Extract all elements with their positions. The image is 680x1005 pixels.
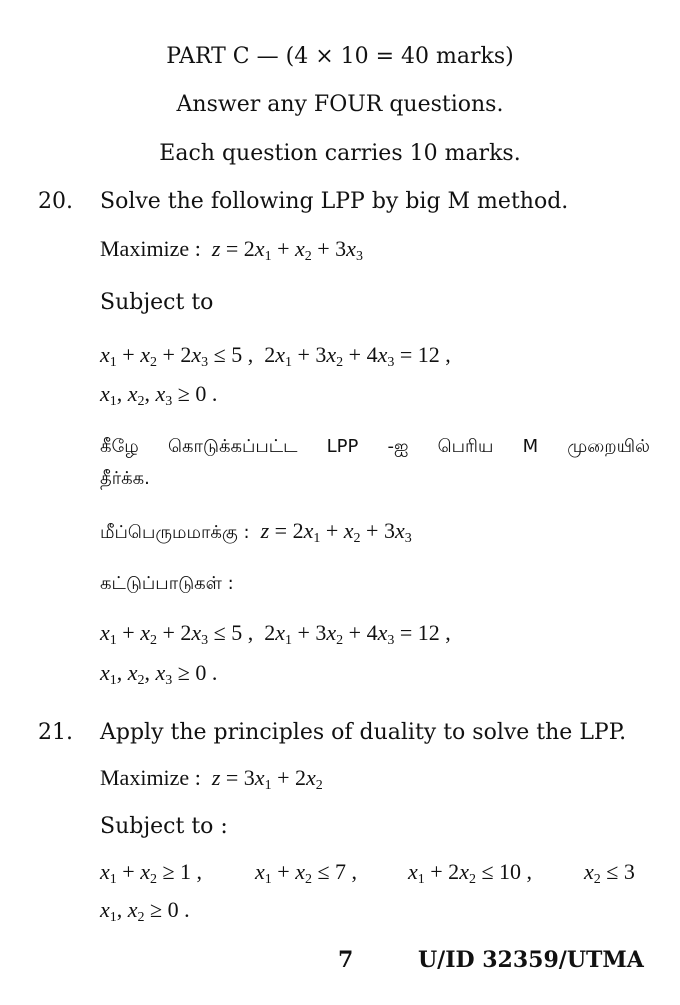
objective-expression: $z = 2x_1 + x_2 + 3x_3$ — [211, 236, 363, 264]
question-number-20: 20. — [38, 189, 73, 214]
q21-constraint-2: $x_1 + x_2 \le 7$ , — [255, 859, 358, 887]
question-number-21: 21. — [38, 720, 73, 745]
objective-expression: $z = 3x_1 + 2x_2$ — [211, 765, 323, 793]
q20-tamil-objective — [100, 518, 412, 545]
q20-tamil-nonnegativity: $x_1$, $x_2$, $x_3 \ge 0$ . — [100, 660, 218, 688]
q20-tamil-line1: கீழே கொடுக்கப்பட்ட LPP -ஐ பெரிய M முறையில் — [100, 436, 650, 457]
q20-subject-to: Subject to — [100, 290, 214, 315]
question-21-text: Apply the principles of duality to solve the LPP. — [100, 720, 627, 745]
page-number: 7 — [338, 947, 354, 973]
q20-tamil-constraints: $x_1 + x_2 + 2x_3 \le 5$ , $2x_1 + 3x_2 + 4x_3 = 12$ , — [100, 620, 451, 648]
q20-tamil-constraints-label: கட்டுப்பாடுகள் : — [100, 573, 234, 594]
question-20-text: Solve the following LPP by big M method. — [100, 189, 569, 214]
q21-nonnegativity: $x_1$, $x_2 \ge 0$ . — [100, 897, 190, 925]
maximize-label: Maximize : — [100, 765, 201, 790]
q21-constraint-3: $x_1 + 2x_2 \le 10$ , — [408, 859, 533, 887]
q20-objective — [100, 236, 363, 262]
q20-tamil-line2: தீர்க்க. — [100, 468, 150, 489]
q21-constraint-1: $x_1 + x_2 \ge 1$ , — [100, 859, 203, 887]
tamil-objective-expression: $z = 2x_1 + x_2 + 3x_3$ — [260, 518, 412, 546]
q20-nonnegativity: $x_1$, $x_2$, $x_3 \ge 0$ . — [100, 381, 218, 409]
instruction: Answer any FOUR questions. — [176, 92, 504, 117]
maximize-label: Maximize : — [100, 236, 201, 261]
part-heading: PART C — (4 × 10 = 40 marks) — [166, 44, 514, 69]
tamil-maximize-label: மீப்பெருமமாக்கு : — [100, 522, 250, 543]
marks-note: Each question carries 10 marks. — [159, 141, 521, 166]
document-code: U/ID 32359/UTMA — [418, 947, 644, 973]
q21-objective — [100, 765, 323, 791]
q20-constraints: $x_1 + x_2 + 2x_3 \le 5$ , $2x_1 + 3x_2 + 4x_3 = 12$ , — [100, 342, 451, 370]
q21-subject-to: Subject to : — [100, 814, 228, 839]
q21-constraint-4: $x_2 \le 3$ — [584, 859, 635, 887]
